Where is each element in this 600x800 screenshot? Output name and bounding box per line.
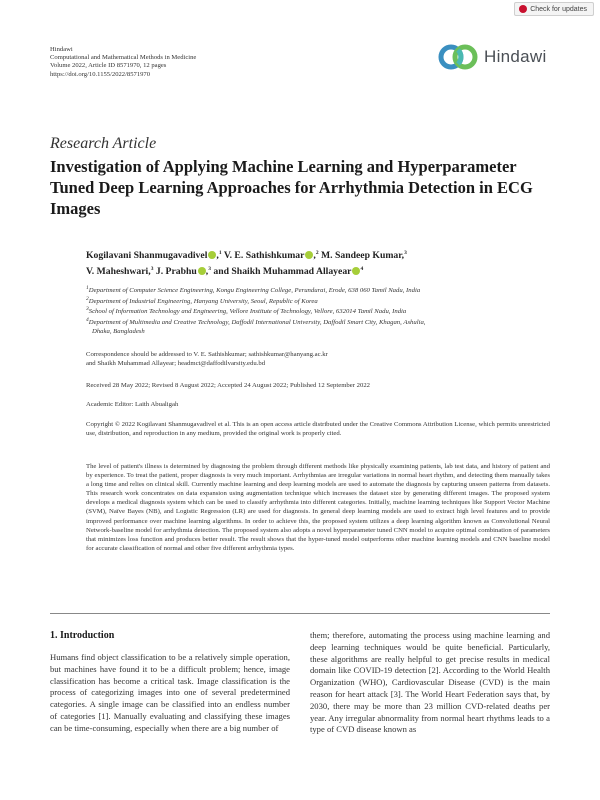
publisher-name: Hindawi [50,46,73,53]
author-name: V. Maheshwari [86,266,149,277]
orcid-icon[interactable] [208,251,216,259]
article-type: Research Article [50,135,157,152]
author-name: V. E. Sathishkumar [223,250,305,261]
author-name: Kogilavani Shanmugavadivel [86,250,208,261]
section-heading-introduction: 1. Introduction [50,630,115,641]
introduction-right-column: them; therefore, automating the process using machine learning and deep learning techniques would be quite beneficial. Particularly, these algorithms are really helpful to get precise results in medical domain like COVID-19 detection [2]. According to the World Health Organization (WHO), Cardiovascular Disease (CVD) is the main reason for heart attack [3]. The World Heart Federation says that, by 2030, there may be more than 23 million CVD-related deaths per year. Any irregular abnormality from normal heart rhythms leads to a type of CVD disease known as [310,630,550,735]
section-divider [50,613,550,614]
copyright-notice: Copyright © 2022 Kogilavani Shanmugavadivel et al. This is an open access article distributed under the Creative Commons Attribution License, which permits unrestricted use, distribution, and reproduction in any medium, provided the original work is properly cited. [86,421,550,437]
author-affiliation: 3 [404,249,407,256]
author-name: M. Sandeep Kumar [321,250,402,261]
author-name: J. Prabhu [155,266,197,277]
affiliation: $^3$School of Information Technology and Engineering, Vellore Institute of Technology, Vellore, 632014 Tamil Nadu, India [86,306,407,316]
abstract: The level of patient's illness is determined by diagnosing the problem through different methods like physically examining patients, lab test data, and history of patient and by experience. To treat the patient, proper diagnosis is very much important. Arrhythmias are irregular variations in normal heart rhythm, and detecting them manually takes a long time and relies on clinical skill. Currently machine learning and deep learning models are used to automate the diagnosis by capturing unseen patterns from datasets. This research work concentrates on data expansion using augmentation technique which increases the dataset size by generating different images. The proposed system develops a medical diagnosis system which can be used to classify arrhythmia into different categories. Initially, machine learning techniques like Support Vector Machine (SVM), Naïve Bayes (NB), and Logistic Regression (LR) are used for diagnosis. In general deep learning models are used to extract high level features and to provide improved performance over machine learning algorithms. In order to achieve this, the proposed system utilizes a deep learning algorithm known as Convolutional Neural Network-baseline model for arrhythmia detection. The proposed system also adopts a novel hyperparameter tuned CNN model to acquire optimal combination of parameters that minimizes loss function and produces better result. The result shows that the hyper-tuned model outperforms other machine learning models and CNN baseline model for accurate classification of normal and other five different arrhythmia types. [86,463,550,552]
author-affiliation: 2 [315,249,319,256]
affiliation: $^1$Department of Computer Science Engineering, Kongu Engineering College, Perundurai, Erode, 638 060 Tamil Nadu, India [86,284,421,294]
hindawi-rings-icon [438,44,478,70]
journal-name: Computational and Mathematical Methods in Medicine [50,54,197,62]
journal-info [50,46,196,79]
orcid-icon[interactable] [198,267,206,275]
update-badge-icon [519,5,527,13]
publication-dates: Received 28 May 2022; Revised 8 August 2022; Accepted 24 August 2022; Published 12 September 2022 [86,382,371,389]
journal-doi[interactable]: https://doi.org/10.1155/2022/8571970 [50,70,151,78]
correspondence [86,350,546,368]
correspondence-line: Correspondence should be addressed to V. E. Sathishkumar; sathishkumar@hanyang.ac.kr [86,351,328,358]
academic-editor: Academic Editor: Laith Abualigah [86,401,179,408]
hindawi-logo-text: Hindawi [484,47,547,66]
author-name: Shaikh Muhammad Allayear [231,266,352,277]
correspondence-line: and Shaikh Muhammad Allayear; headmct@daffodilvarsity.edu.bd [86,360,266,367]
introduction-left-column: Humans find object classification to be a relatively simple operation, but machines have found it to be a difficult problem; hence, image classification has become a critical task. Image classification is the process of categorizing images into one of several predetermined categories. A single image can be classified into an endless number of categories [1]. Manually evaluating and classifying these images can be time-consuming, especially when there are a big number of [50,652,290,733]
author-affiliation: 3 [208,265,211,272]
journal-volume: Volume 2022, Article ID 8571970, 12 pages [50,62,167,70]
affiliations [86,284,556,339]
affiliation: $^4$Department of Multimedia and Creative Technology, Daffodil International University, Daffodil Smart City, Khagan, Ashulia, Dhaka, Bangladesh [86,316,426,335]
author-affiliation: 3 [150,265,154,272]
author-affiliation: 1 [218,249,222,256]
author-affiliation: 4 [360,265,364,272]
affiliation: $^2$Department of Industrial Engineering, Hanyang University, Seoul, Republic of Korea [86,295,318,305]
author-list: Kogilavani Shanmugavadivel ,$^1$ V. E. Sathishkumar ,$^2$ M. Sandeep Kumar,$^3$ V. Maheshwari,$^3$ J. Prabhu ,$^3$ and Shaikh Muhammad Allayear $^4$ [86,249,407,277]
paper-title: Investigation of Applying Machine Learning and Hyperparameter Tuned Deep Learning Approaches for Arrhythmia Detection in ECG Images [50,157,533,218]
check-for-updates-label: Check for updates [530,5,587,13]
orcid-icon[interactable] [305,251,313,259]
hindawi-logo [438,44,547,70]
check-for-updates-button[interactable] [514,2,594,16]
